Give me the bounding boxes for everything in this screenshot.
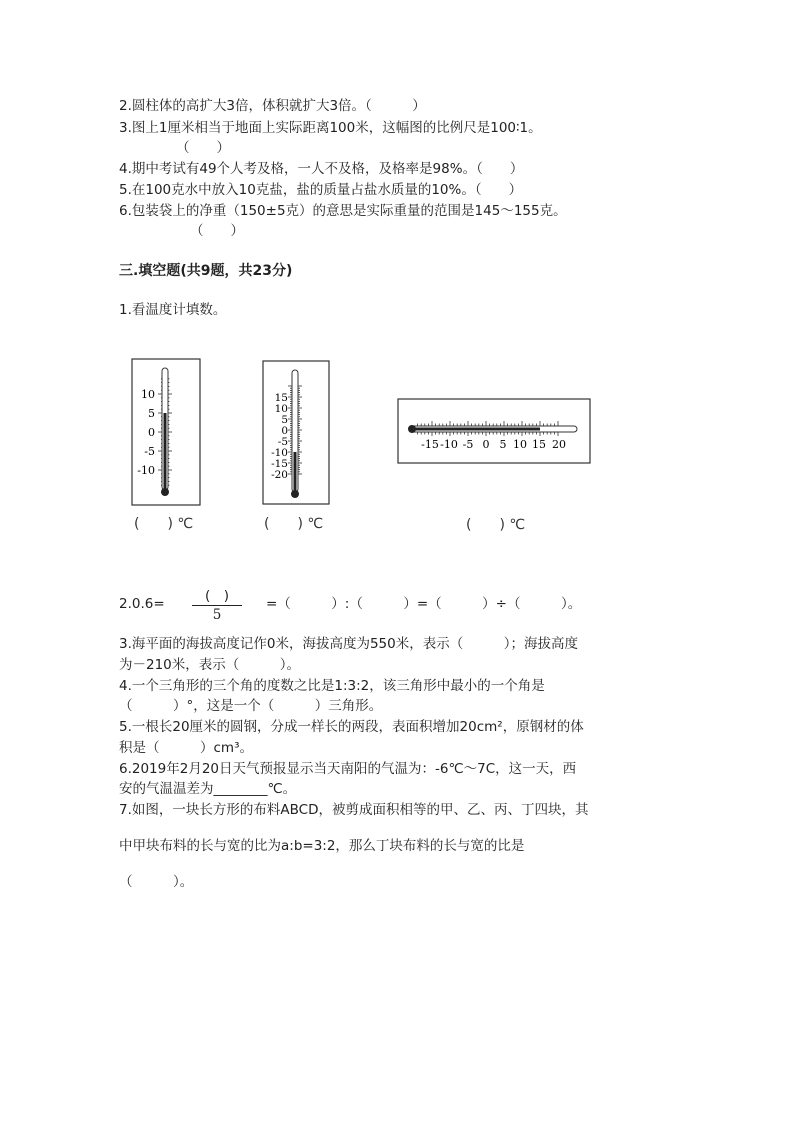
fill-q5-line1: 5.一根长20厘米的圆钢，分成一样长的两段，表面积增加20cm²，原钢材的体 [119, 719, 584, 735]
thermometer-1-answer[interactable]: ( ) ℃ [134, 516, 194, 532]
fill-q5-line2: 积是（ ）cm³。 [119, 740, 253, 756]
fraction-denominator: 5 [212, 607, 222, 623]
t2-label-6: -15 [271, 458, 288, 470]
judgement-q4: 4.期中考试有49个人考及格，一人不及格，及格率是98%。（ ） [119, 161, 524, 177]
judgement-q3-answer[interactable]: （ ） [176, 140, 230, 156]
judgement-q6-answer[interactable]: （ ） [190, 223, 244, 239]
t2-label-7: -20 [271, 469, 288, 481]
fraction-numerator[interactable]: ( ) [204, 588, 230, 604]
judgement-q3-line1: 3.图上1厘米相当于地面上实际距离100米，这幅图的比例尺是100∶1。 [119, 120, 542, 136]
fill-q6-line1: 6.2019年2月20日天气预报显示当天南阳的气温为：-6℃～7C，这一天，西 [119, 761, 577, 777]
judgement-q2: 2.圆柱体的高扩大3倍，体积就扩大3倍。（ ） [119, 98, 426, 114]
t3-label-4: 5 [499, 438, 507, 451]
section-heading: 三.填空题(共9题，共23分) [119, 263, 293, 279]
fraction-bar [192, 605, 242, 606]
t2-label-2: 5 [281, 414, 288, 426]
t2-label-3: 0 [281, 425, 288, 437]
fill-q3-line2: 为－210米，表示（ ）。 [119, 657, 301, 673]
thermometer-3 [397, 398, 591, 464]
fill-q7-line1: 7.如图，一块长方形的布料ABCD，被剪成面积相等的甲、乙、丙、丁四块，其 [119, 802, 589, 818]
thermometer-2-mercury [294, 452, 297, 494]
t1-label-1: 5 [148, 407, 155, 420]
t3-label-2: -5 [462, 438, 474, 451]
t1-label-4: -10 [137, 464, 155, 477]
t1-label-2: 0 [148, 426, 155, 439]
fill-q6-line2: 安的气温温差为________℃。 [119, 781, 297, 797]
thermometer-3-mercury [411, 428, 540, 431]
t3-label-1: -10 [440, 438, 458, 451]
thermometer-1-mercury [164, 413, 167, 492]
t2-label-1: 10 [274, 403, 288, 415]
t3-label-6: 15 [532, 438, 546, 451]
t3-label-3: 0 [482, 438, 490, 451]
fill-q3-line1: 3.海平面的海拔高度记作0米，海拔高度为550米，表示（ ）；海拔高度 [119, 636, 578, 652]
judgement-q5: 5.在100克水中放入10克盐，盐的质量占盐水质量的10%。（ ） [119, 182, 523, 198]
t2-label-5: -10 [271, 447, 288, 459]
fill-q1: 1.看温度计填数。 [119, 302, 227, 318]
fill-q2-prefix: 2.0.6= [119, 596, 165, 612]
fill-q7-line2: 中甲块布料的长与宽的比为a:b=3:2，那么丁块布料的长与宽的比是 [119, 838, 525, 854]
fill-q7-line3: （ ）。 [119, 874, 194, 890]
fill-q4-line2: （ ）°，这是一个（ ）三角形。 [119, 698, 383, 714]
t1-label-3: -5 [144, 445, 155, 458]
thermometer-2-answer[interactable]: ( ) ℃ [264, 516, 324, 532]
t3-label-5: 10 [513, 438, 527, 451]
t3-label-0: -15 [421, 438, 439, 451]
fill-q2-fraction [192, 588, 242, 623]
thermometer-2 [262, 360, 330, 505]
t3-label-7: 20 [552, 438, 566, 451]
fill-q4-line1: 4.一个三角形的三个角的度数之比是1:3:2，该三角形中最小的一个角是 [119, 678, 545, 694]
thermometer-3-answer[interactable]: ( ) ℃ [466, 517, 526, 533]
fill-q2-suffix: =（ ）:（ ）=（ ）÷（ ）。 [266, 596, 582, 612]
thermometer-1 [131, 358, 201, 506]
t2-label-4: -5 [277, 436, 288, 448]
judgement-q6-line1: 6.包装袋上的净重（150±5克）的意思是实际重量的范围是145～155克。 [119, 203, 567, 219]
t1-label-0: 10 [141, 388, 155, 401]
t2-label-0: 15 [274, 392, 288, 404]
